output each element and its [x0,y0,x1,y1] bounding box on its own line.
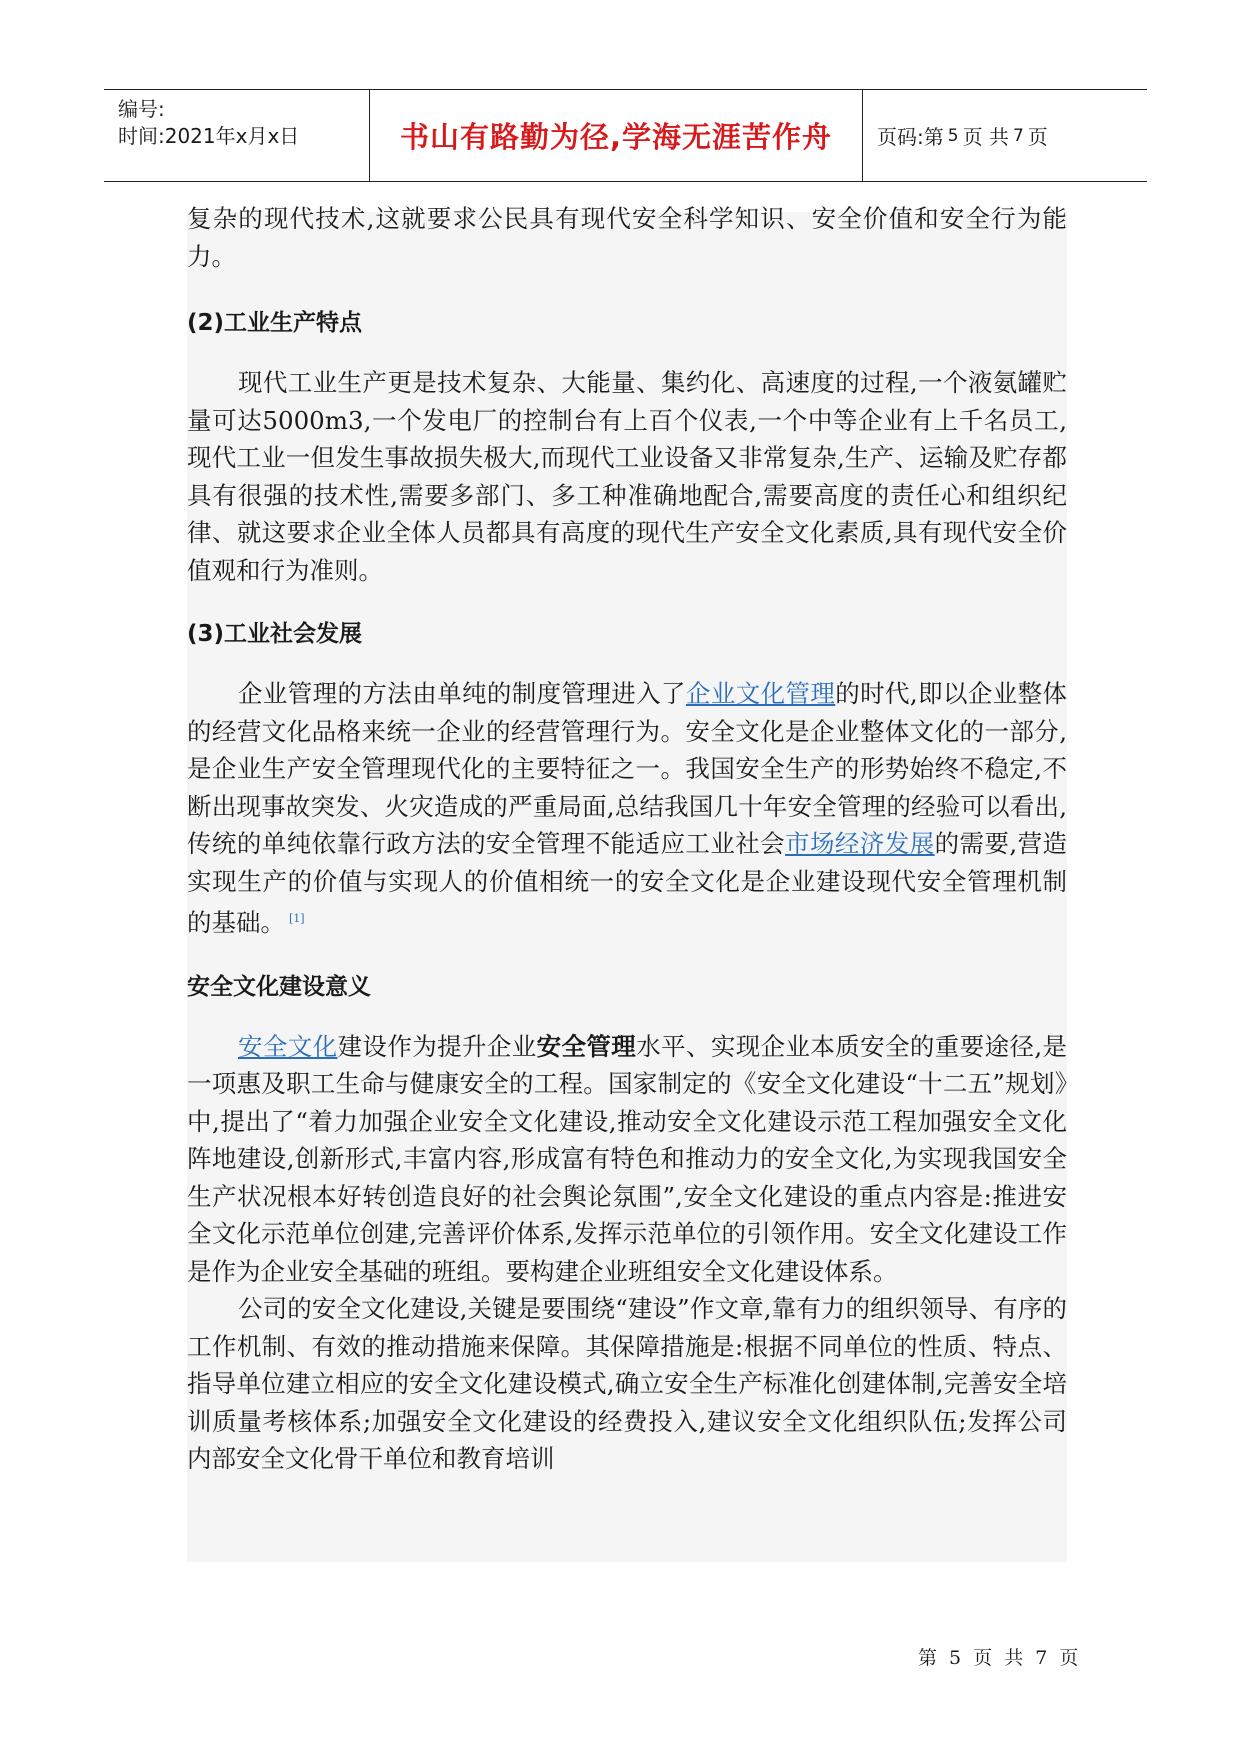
page-label-prefix: 页码:第 [877,125,944,149]
header-motto-cell [370,90,863,181]
time-label: 时间:2021年x月x日 [118,124,300,148]
paragraph-5: 公司的安全文化建设,关键是要围绕“建设”作文章,靠有力的组织领导、有序的工作机制、有效的推动措施来保障。其保障措施是:根据不同单位的性质、特点、指导单位建立相应的安全文化建设模式,确立安全生产标准化创建体制,完善安全培训质量考核体系;加强安全文化建设的经费投入,建议安全文化组织队伍;发挥公司内部安全文化骨干单位和教育培训 [187,1294,1067,1474]
page-label-suffix: 页 [1027,125,1048,149]
page-total: 7 [1012,125,1024,146]
paragraph-3 [187,675,1067,942]
safety-management-bold: 安全管理 [536,1031,637,1061]
section-heading-3: (3)工业社会发展 [187,621,363,647]
paragraph-4 [187,1028,1067,1291]
page-number: 5 [947,125,959,146]
enterprise-culture-link[interactable]: 企业文化管理 [685,679,836,708]
reference-marker[interactable]: [1] [289,912,305,925]
page-footer: 第 5 页 共 7 页 [918,1647,1082,1669]
paragraph-3-text-a: 企业管理的方法由单纯的制度管理进入了 [238,679,686,708]
section-heading-2: (2)工业生产特点 [187,310,363,336]
page-label-mid: 页 共 [962,125,1009,149]
header-info-cell [104,90,370,181]
paragraph-2: 现代工业生产更是技术复杂、大能量、集约化、高速度的过程,一个液氨罐贮量可达5000m3,一个发电厂的控制台有上百个仪表,一个中等企业有上千名员工,现代工业一但发生事故损失极大,而现代工业设备又非常复杂,生产、运输及贮存都具有很强的技术性,需要多部门、多工种准确地配合,需要高度的责任心和组织纪律、就这要求企业全体人员都具有高度的现代生产安全文化素质,具有现代安全价值观和行为准则。 [187,368,1067,585]
header-motto: 书山有路勤为径,学海无涯苦作舟 [399,120,833,154]
paragraph-1: 复杂的现代技术,这就要求公民具有现代安全科学知识、安全价值和安全行为能力。 [187,204,1067,271]
paragraph-3-text-c: 的需要,营造实现生产的价值与实现人的价值相统一的安全文化是企业建设现代安全管理机制的基础。 [187,829,1068,938]
paragraph-4-text-b: 水平、实现企业本质安全的重要途径,是一项惠及职工生命与健康安全的工程。国家制定的《安全文化建设“十二五”规划》中,提出了“着力加强企业安全文化建设,推动安全文化建设示范工程加强安全文化阵地建设,创新形式,丰富内容,形成富有特色和推动力的安全文化,为实现我国安全生产状况根本好转创造良好的社会舆论氛围”,安全文化建设的重点内容是:推进安全文化示范单位创建,完善评价体系,发挥示范单位的引领作用。安全文化建设工作是作为企业安全基础的班组。要构建企业班组安全文化建设体系。 [187,1031,1068,1286]
paragraph-3-text-b: 的时代,即以企业整体的经营文化品格来统一企业的经营管理行为。安全文化是企业整体文化的一部分,是企业生产安全管理现代化的主要特征之一。我国安全生产的形势始终不稳定,不断出现事故突发、火灾造成的严重局面,总结我国几十年安全管理的经验可以看出,传统的单纯依靠行政方法的安全管理不能适应工业社会 [187,679,1068,858]
safety-culture-link[interactable]: 安全文化 [238,1031,338,1061]
header-page-cell [863,90,1147,181]
section-heading-4: 安全文化建设意义 [187,973,371,1000]
market-economy-link[interactable]: 市场经济发展 [785,829,935,858]
document-body [187,204,1068,1562]
paragraph-4-text-a: 建设作为提升企业 [337,1031,537,1061]
document-header [104,89,1147,182]
serial-label: 编号: [118,97,165,121]
